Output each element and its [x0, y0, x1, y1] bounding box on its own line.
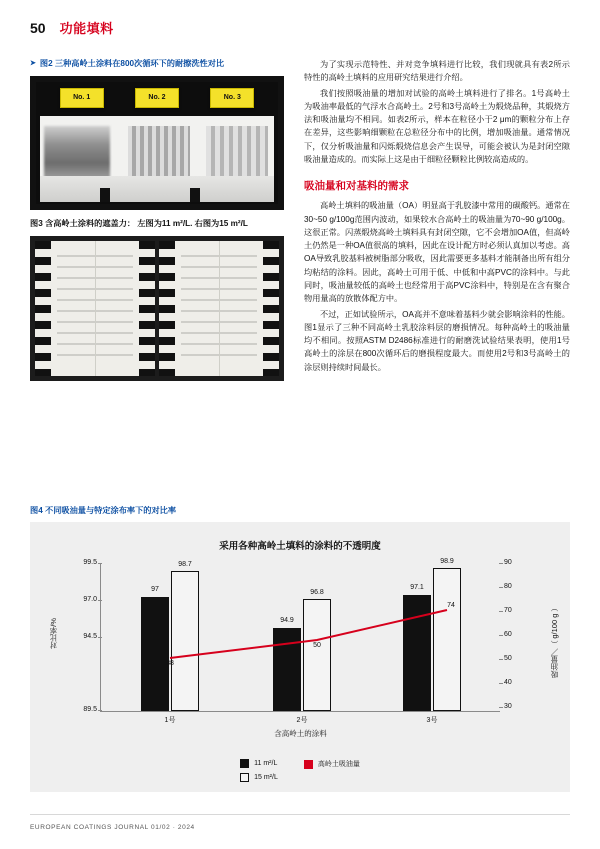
zigzag-pattern-left: [159, 241, 175, 376]
y-tick: 97.0: [67, 596, 97, 603]
y-tick-right: 60: [504, 631, 530, 638]
legend-swatch-light-icon: [240, 773, 249, 782]
legend-item: [240, 759, 278, 768]
y-tick: 89.5: [67, 706, 97, 713]
line-value: 50: [313, 642, 321, 649]
sample-label-row: [30, 88, 284, 108]
panel-bottom-edge: [40, 176, 274, 202]
body-paragraph: 我们按照吸油量的增加对试验的高岭土填料进行了排名。1号高岭土为吸油率最低的气浮水合高岭土。2号和3号高岭土为煅烧品种，其煅烧方法和吸油量均不相同。如表2所示，样本在粒径小于2 μm的颗粒分布上存在差异，这些影响细颗粒在总粒径分布中的比例，增加吸油量。通常情况下，仅分析吸油量和闪烁煅烧信息会产生误导，可能会被认为是封闭空隙吸油量造成的。而实际上这是由于细粒径颗粒比例较高造成的。: [304, 88, 570, 164]
legend-item: [304, 759, 360, 769]
bullet-arrow-icon: ➤: [30, 60, 36, 67]
zigzag-pattern-left: [35, 241, 51, 376]
opacity-card-right: [159, 241, 279, 376]
y-tick-right: 30: [504, 703, 530, 710]
panel-notch-1: [100, 188, 110, 202]
footer-divider: [30, 814, 570, 815]
figure3-caption: 图3 含高岭土涂料的遮盖力： 左图为11 m²/L. 右图为15 m²/L: [30, 218, 248, 228]
x-tick: 1号: [164, 717, 176, 724]
zigzag-pattern-right: [263, 241, 279, 376]
y-tick-right: 80: [504, 583, 530, 590]
x-tick: 3号: [426, 717, 438, 724]
bar-value: 97.1: [410, 584, 424, 591]
y-tick-right: 50: [504, 655, 530, 662]
figure2-caption-text: 图2 三种高岭土涂料在800次循环下的耐擦洗性对比: [39, 59, 225, 68]
x-axis-label: 含高岭土的涂料: [274, 729, 327, 738]
opacity-card-left: [35, 241, 155, 376]
panel-notch-2: [190, 188, 200, 202]
figure3-photo: [30, 236, 284, 381]
footer-text: EUROPEAN COATINGS JOURNAL 01/02 · 2024: [30, 824, 195, 831]
y-tick-right: 90: [504, 559, 530, 566]
y-axis-label-right: 吸油量／（ g/100 g ）: [550, 604, 559, 679]
chart-legend: [30, 759, 570, 782]
legend-label: 15 m²/L: [254, 774, 278, 781]
legend-item: [240, 773, 278, 782]
page-number: 50: [30, 20, 46, 36]
figure2-photo: [30, 76, 284, 210]
section-title: 功能填料: [59, 21, 114, 36]
line-value: 74: [447, 602, 455, 609]
zigzag-pattern-right: [139, 241, 155, 376]
card-divider: [219, 241, 220, 376]
left-column: [30, 58, 284, 381]
line-value: 38: [166, 660, 174, 667]
legend-label: 11 m²/L: [254, 760, 278, 767]
legend-label: 高岭土吸油量: [317, 761, 360, 768]
scrub-panel: [40, 116, 274, 202]
x-tick: 2号: [296, 717, 308, 724]
legend-column-oa: [304, 759, 360, 782]
sample-label: No. 1: [60, 88, 104, 108]
y-tick-right: 70: [504, 607, 530, 614]
body-paragraph: 为了实现示范特性、并对竞争填料进行比较，我们现就具有表2所示特性的高岭土填料的应用研究结果进行介绍。: [304, 60, 570, 83]
legend-swatch-red-icon: [304, 760, 313, 769]
y-tick-right: 40: [504, 679, 530, 686]
bar-value: 98.9: [440, 558, 454, 565]
chart-plot-area: [30, 558, 570, 743]
page-header: [30, 18, 114, 37]
chart-title: 采用各种高岭土填料的涂料的不透明度: [219, 541, 381, 552]
figure2-caption: [30, 58, 284, 70]
plot: [83, 558, 512, 738]
figure4-caption: 图4 不同吸油量与特定涂布率下的对比率: [30, 506, 177, 515]
right-column: [304, 58, 570, 376]
oil-absorption-line: [101, 564, 501, 712]
legend-swatch-dark-icon: [240, 759, 249, 768]
sample-label: No. 3: [210, 88, 254, 108]
bar-value: 97: [151, 586, 159, 593]
y-tick: 94.5: [67, 633, 97, 640]
legend-column-coverage: [240, 759, 278, 782]
bar-value: 96.8: [310, 589, 324, 596]
subsection-heading: 吸油量和对基料的需求: [304, 180, 409, 193]
body-paragraph: 不过，正如试验所示，OA高并不意味着基料少就会影响涂料的性能。图1显示了三种不同高岭土乳胶涂料层的磨损情况。每种高岭土的吸油量均不相同。按照ASTM D2486标准进行的耐磨洗试验结果表明，使用1号高岭土的涂层在800次循环后的磨损程度最大。而使用2号和3号高岭土的涂层则持续时间最长。: [304, 309, 570, 372]
body-paragraph: 高岭土填料的吸油量（OA）明显高于乳胶漆中常用的碳酸钙。通常在30~50 g/100g范围内波动，如果较水合高岭土的吸油量为70~90 g/100g。这很正常。闪蒸煅烧高岭土填料具有封闭空隙，它不会增加OA值，但高岭土仍然是一种OA值很高的填料，因此在设计配方时必须认真加以考虑。高OA导致乳胶基料被树脂部分吸收，因此需要更多基料才能制备出所有组分均粘结的涂料。因此，高岭土可用于低、中低和中高PVC的涂料中。与此同时，吸油量较低的高岭土也经常用于高PVC涂料中，特别是在含有聚合物用量高的放散体配方中。: [304, 201, 570, 304]
bar-value: 94.9: [280, 617, 294, 624]
bar-value: 98.7: [178, 561, 192, 568]
y-axis-label: 对比率/%: [49, 618, 58, 650]
sample-label: No. 2: [135, 88, 179, 108]
y-tick: 99.5: [67, 559, 97, 566]
figure4-chart: [30, 522, 570, 792]
card-divider: [95, 241, 96, 376]
